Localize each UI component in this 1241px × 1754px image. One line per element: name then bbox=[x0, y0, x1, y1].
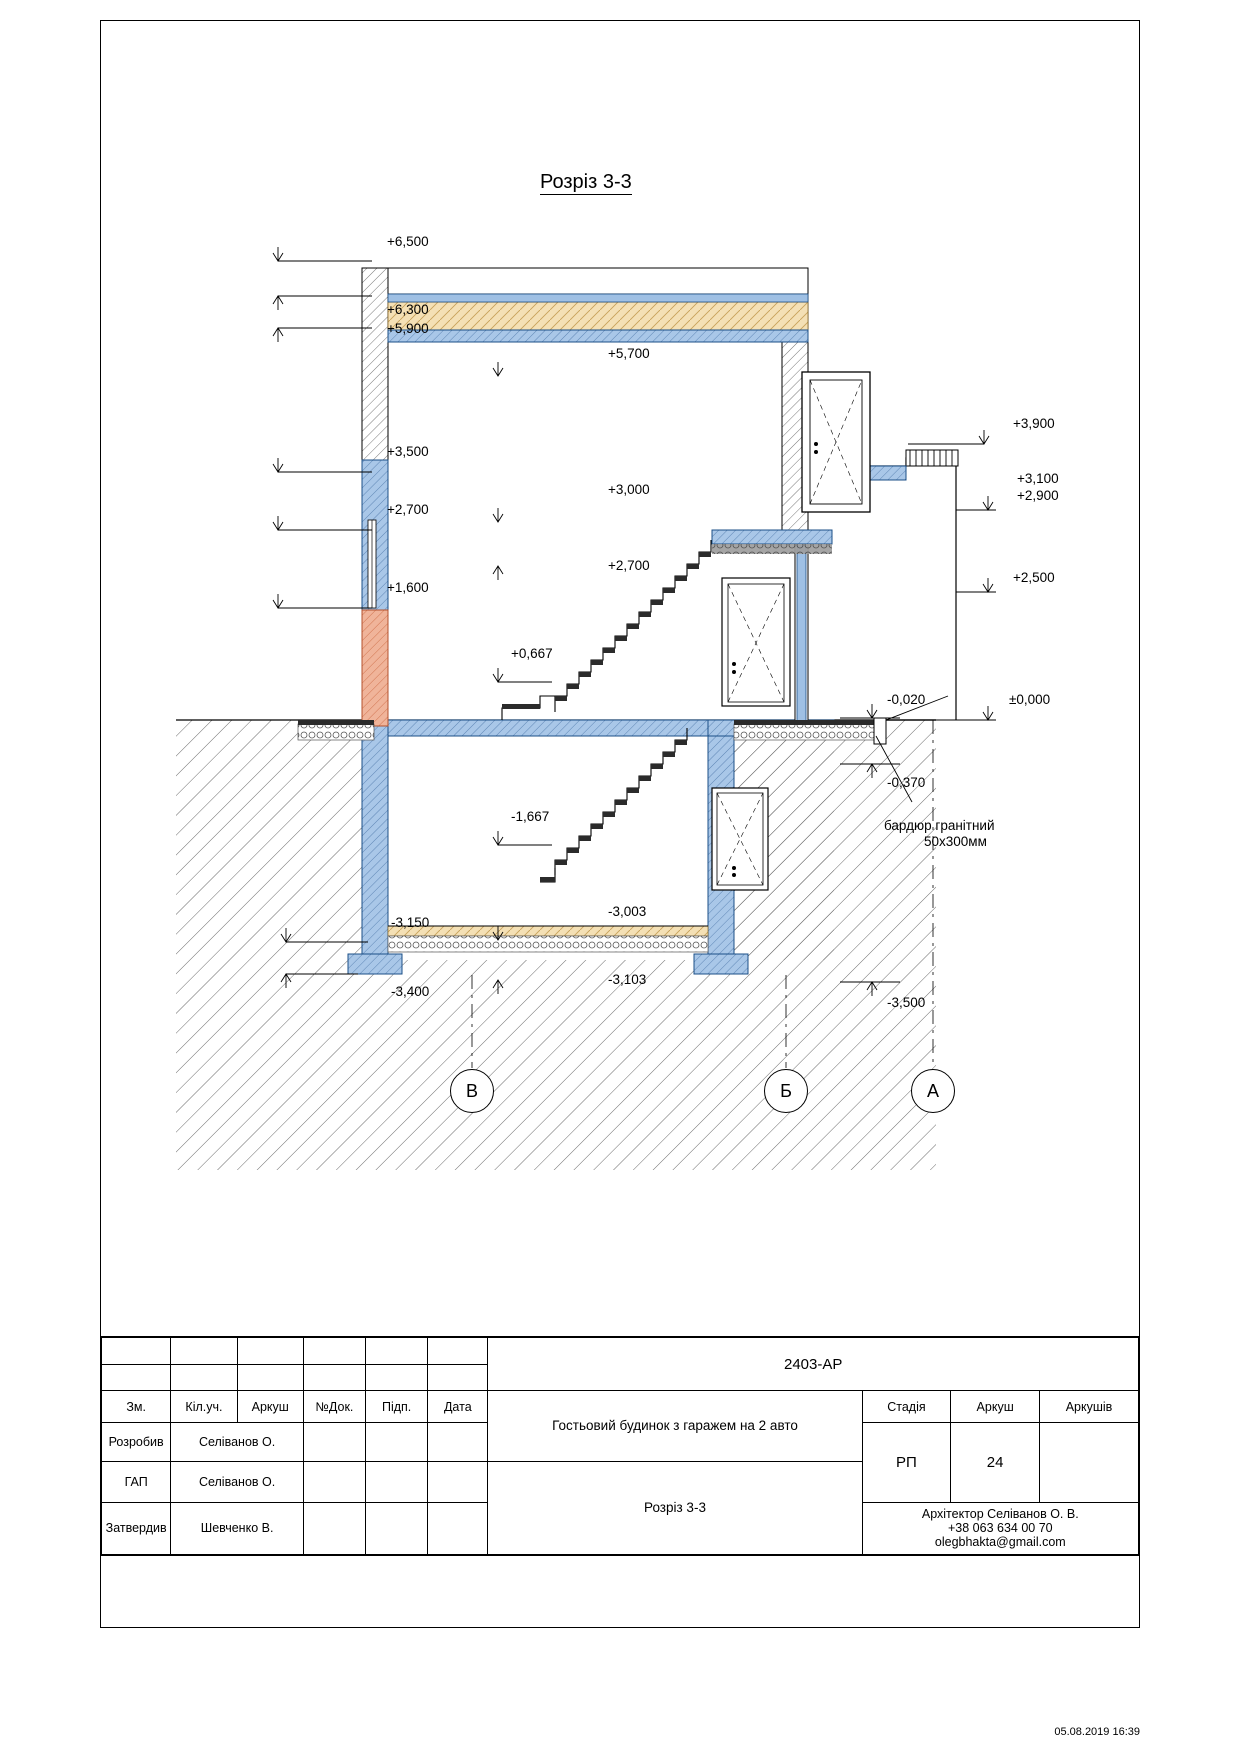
sheets-total-header: Аркушів bbox=[1040, 1391, 1139, 1423]
tb-empty bbox=[428, 1364, 488, 1391]
sheet-header: Аркуш bbox=[951, 1391, 1040, 1423]
tb-empty bbox=[428, 1422, 488, 1461]
tb-empty bbox=[303, 1338, 365, 1365]
col-header-pidp: Підп. bbox=[366, 1391, 428, 1423]
stage-header: Стадія bbox=[862, 1391, 951, 1423]
section-svg bbox=[100, 20, 1140, 1310]
tb-empty bbox=[303, 1502, 365, 1554]
role-gap: ГАП bbox=[102, 1461, 171, 1502]
object-name: Гостьовий будинок з гаражем на 2 авто bbox=[488, 1391, 862, 1461]
level-label: -0,370 bbox=[887, 775, 926, 790]
level-label: -3,103 bbox=[608, 972, 647, 987]
name-approver: Шевченко В. bbox=[171, 1502, 304, 1554]
note-text: бардюр гранітний bbox=[884, 818, 995, 833]
role-developer: Розробив bbox=[102, 1422, 171, 1461]
col-header-zm: Зм. bbox=[102, 1391, 171, 1423]
col-header-arkush: Аркуш bbox=[237, 1391, 303, 1423]
axis-label: Б bbox=[780, 1080, 792, 1101]
role-approver: Затвердив bbox=[102, 1502, 171, 1554]
level-label: ±0,000 bbox=[1009, 692, 1051, 707]
level-label: +2,500 bbox=[1013, 570, 1055, 585]
level-label: -0,020 bbox=[887, 692, 926, 707]
level-label: -3,003 bbox=[608, 904, 647, 919]
axis-label: В bbox=[465, 1080, 478, 1101]
title-block bbox=[100, 1336, 1140, 1556]
level-label: +5,700 bbox=[608, 346, 650, 361]
name-developer: Селіванов О. bbox=[171, 1422, 304, 1461]
title-block-table bbox=[101, 1337, 1139, 1555]
level-label: +0,667 bbox=[511, 646, 553, 661]
axis-label: А bbox=[926, 1080, 939, 1101]
tb-empty bbox=[428, 1461, 488, 1502]
level-label: -3,150 bbox=[391, 915, 430, 930]
tb-empty bbox=[366, 1364, 428, 1391]
axis-marker-b bbox=[764, 1069, 808, 1113]
tb-empty bbox=[171, 1364, 237, 1391]
col-header-data: Дата bbox=[428, 1391, 488, 1423]
level-label: +6,500 bbox=[387, 234, 429, 249]
level-label: +3,000 bbox=[608, 482, 650, 497]
level-label: +6,300 bbox=[387, 302, 429, 317]
section-drawing bbox=[100, 20, 1140, 1310]
level-label: +3,900 bbox=[1013, 416, 1055, 431]
plot-timestamp: 05.08.2019 16:39 bbox=[1054, 1726, 1140, 1738]
sheet-value: 24 bbox=[951, 1422, 1040, 1502]
axis-marker-a bbox=[911, 1069, 955, 1113]
level-label: +2,700 bbox=[387, 502, 429, 517]
level-label: +3,100 bbox=[1017, 471, 1059, 486]
col-header-ndok: №Док. bbox=[303, 1391, 365, 1423]
tb-empty bbox=[102, 1364, 171, 1391]
tb-empty bbox=[428, 1338, 488, 1365]
tb-empty bbox=[303, 1364, 365, 1391]
tb-empty bbox=[366, 1422, 428, 1461]
tb-empty bbox=[366, 1502, 428, 1554]
company-phone: +38 063 634 00 70 bbox=[947, 1521, 1053, 1536]
name-gap: Селіванов О. bbox=[171, 1461, 304, 1502]
tb-empty bbox=[428, 1502, 488, 1554]
level-label: +1,600 bbox=[387, 580, 429, 595]
tb-empty bbox=[171, 1338, 237, 1365]
col-header-kiluch: Кіл.уч. bbox=[171, 1391, 237, 1423]
tb-empty bbox=[237, 1364, 303, 1391]
drawing-title: Розріз 3-3 bbox=[540, 171, 632, 193]
doc-code: 2403-АР bbox=[488, 1338, 1139, 1391]
level-label: +2,900 bbox=[1017, 488, 1059, 503]
company-block bbox=[862, 1502, 1138, 1554]
tb-empty bbox=[303, 1461, 365, 1502]
level-label: +2,700 bbox=[608, 558, 650, 573]
company-email: olegbhakta@gmail.com bbox=[934, 1535, 1066, 1550]
stage-value: РП bbox=[862, 1422, 951, 1502]
level-label: -1,667 bbox=[511, 809, 550, 824]
tb-empty bbox=[366, 1338, 428, 1365]
tb-empty bbox=[303, 1422, 365, 1461]
company-name: Архітектор Селіванов О. В. bbox=[921, 1507, 1079, 1522]
level-label: +5,900 bbox=[387, 321, 429, 336]
axis-marker-v bbox=[450, 1069, 494, 1113]
drawing-name: Розріз 3-3 bbox=[488, 1461, 862, 1554]
level-label: +3,500 bbox=[387, 444, 429, 459]
level-label: -3,400 bbox=[391, 984, 430, 999]
tb-empty bbox=[237, 1338, 303, 1365]
sheets-total-value bbox=[1040, 1422, 1139, 1502]
tb-empty bbox=[366, 1461, 428, 1502]
tb-empty bbox=[102, 1338, 171, 1365]
note-text: 50х300мм bbox=[924, 834, 987, 849]
level-label: -3,500 bbox=[887, 995, 926, 1010]
